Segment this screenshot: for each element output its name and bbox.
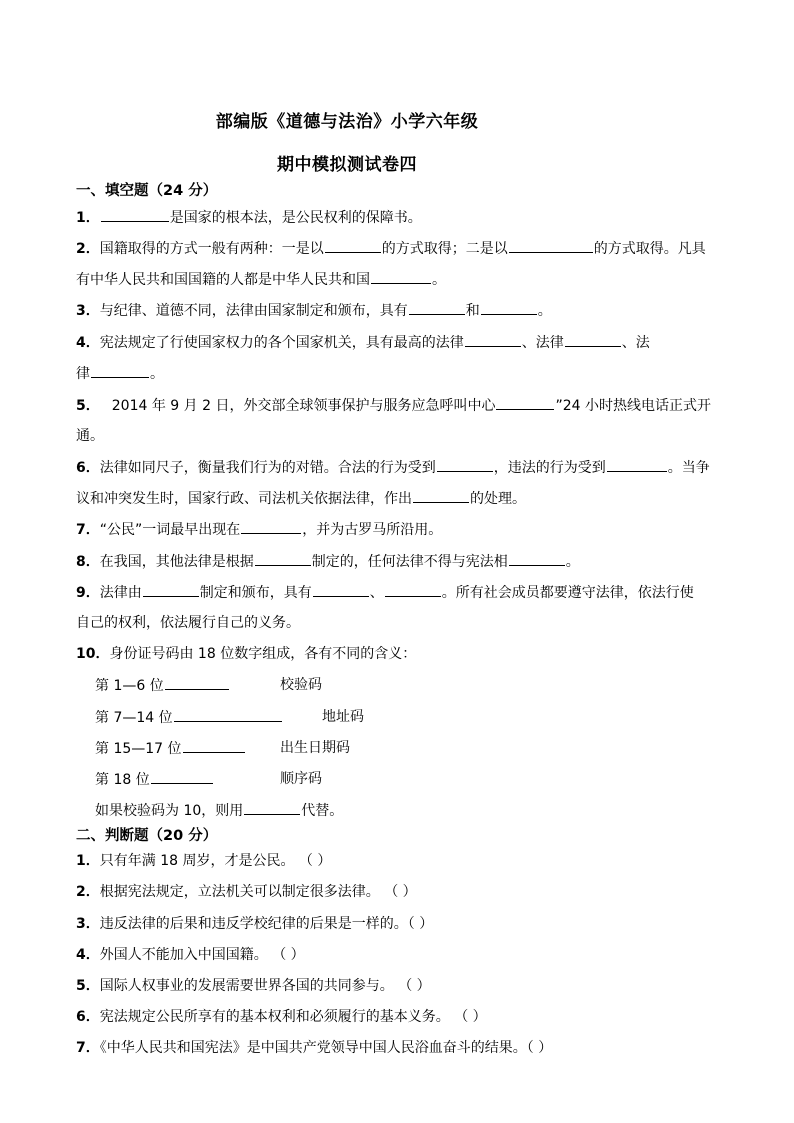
id-row-3-label: 出生日期码	[280, 740, 350, 756]
answer-blank	[371, 269, 431, 284]
question-9: 9．法律由 制定和颁布，具有 、 。所有社会成员都要遵守法律，依法行使	[76, 582, 694, 603]
question-number: 2．	[76, 241, 100, 257]
question-number: 7．	[76, 522, 100, 538]
answer-blank	[174, 707, 282, 722]
answer-blank	[509, 238, 593, 253]
answer-blank	[241, 519, 301, 534]
question-7: 7．“公民”一词最早出现在 ，并为古罗马所沿用。	[76, 519, 442, 540]
exam-title: 部编版《道德与法治》小学六年级	[215, 112, 479, 132]
section-heading-true-false: 二、判断题（20 分）	[76, 828, 218, 844]
id-row-4: 第 18 位	[95, 769, 214, 790]
answer-blank	[607, 457, 667, 472]
question-number: 4．	[76, 335, 100, 351]
answer-blank	[143, 582, 199, 597]
question-2-cont: 有中华人民共和国国籍的人都是中华人民共和国 。	[76, 269, 446, 290]
answer-blank	[496, 395, 554, 410]
tf-item-2: 2．根据宪法规定，立法机关可以制定很多法律。 （ ）	[76, 884, 417, 900]
tf-item-4: 4．外国人不能加入中国国籍。 （ ）	[76, 947, 305, 963]
question-4: 4．宪法规定了行使国家权力的各个国家机关，具有最高的法律 、法律 、法	[76, 332, 650, 353]
question-number: 1．	[76, 210, 100, 226]
tf-item-1: 1．只有年满 18 周岁，才是公民。 （ ）	[76, 853, 332, 869]
answer-blank	[385, 582, 441, 597]
question-10-tail: 如果校验码为 10，则用 代替。	[95, 800, 343, 821]
question-3: 3．与纪律、道德不同，法律由国家制定和颁布，具有 和 。	[76, 300, 552, 321]
answer-blank	[481, 300, 537, 315]
question-4-cont: 律 。	[76, 363, 164, 384]
question-8: 8．在我国，其他法律是根据 制定的，任何法律不得与宪法相 。	[76, 551, 580, 572]
question-number: 6．	[76, 460, 100, 476]
tf-item-7: 7．《中华人民共和国宪法》是中国共产党领导中国人民浴血奋斗的结果。（ ）	[76, 1040, 553, 1056]
question-number: 5．	[76, 398, 100, 414]
question-number: 10．	[76, 646, 110, 662]
id-row-2: 第 7—14 位	[95, 707, 283, 728]
answer-blank	[165, 675, 229, 690]
question-2: 2．国籍取得的方式一般有两种：一是以 的方式取得；二是以 的方式取得。凡具	[76, 238, 706, 259]
question-5: 5． 2014 年 9 月 2 日，外交部全球领事保护与服务应急呼叫中心 ”24 小时热线电话正式开	[76, 395, 711, 416]
answer-blank	[183, 738, 245, 753]
answer-blank	[244, 800, 300, 815]
answer-blank	[313, 582, 369, 597]
answer-blank	[509, 551, 565, 566]
id-row-1: 第 1—6 位	[95, 675, 230, 696]
exam-subtitle: 期中模拟测试卷四	[277, 155, 417, 175]
answer-blank	[255, 551, 311, 566]
question-6-cont: 议和冲突发生时，国家行政、司法机关依据法律，作出 的处理。	[76, 488, 526, 509]
tf-item-3: 3．违反法律的后果和违反学校纪律的后果是一样的。（ ）	[76, 916, 434, 932]
answer-blank	[465, 332, 521, 347]
section-heading-fill-in: 一、填空题（24 分）	[76, 183, 218, 199]
id-row-4-label: 顺序码	[280, 771, 322, 787]
question-1: 1． 是国家的根本法，是公民权利的保障书。	[76, 207, 422, 228]
question-6: 6．法律如同尺子，衡量我们行为的对错。合法的行为受到 ，违法的行为受到 。当争	[76, 457, 710, 478]
answer-blank	[151, 769, 213, 784]
question-number: 9．	[76, 585, 100, 601]
answer-blank	[101, 207, 169, 222]
answer-blank	[409, 300, 465, 315]
answer-blank	[565, 332, 621, 347]
question-number: 3．	[76, 303, 100, 319]
question-number: 8．	[76, 554, 100, 570]
answer-blank	[91, 363, 149, 378]
tf-item-6: 6．宪法规定公民所享有的基本权利和必须履行的基本义务。 （ ）	[76, 1009, 487, 1025]
question-9-cont: 自己的权利，依法履行自己的义务。	[76, 615, 300, 631]
question-10: 10．身份证号码由 18 位数字组成，各有不同的含义：	[76, 646, 417, 662]
answer-blank	[325, 238, 381, 253]
answer-blank	[437, 457, 493, 472]
id-row-2-label: 地址码	[322, 709, 364, 725]
answer-blank	[413, 488, 469, 503]
question-5-cont: 通。	[76, 428, 104, 444]
id-row-3: 第 15—17 位	[95, 738, 246, 759]
id-row-1-label: 校验码	[280, 677, 322, 693]
tf-item-5: 5．国际人权事业的发展需要世界各国的共同参与。 （ ）	[76, 978, 431, 994]
